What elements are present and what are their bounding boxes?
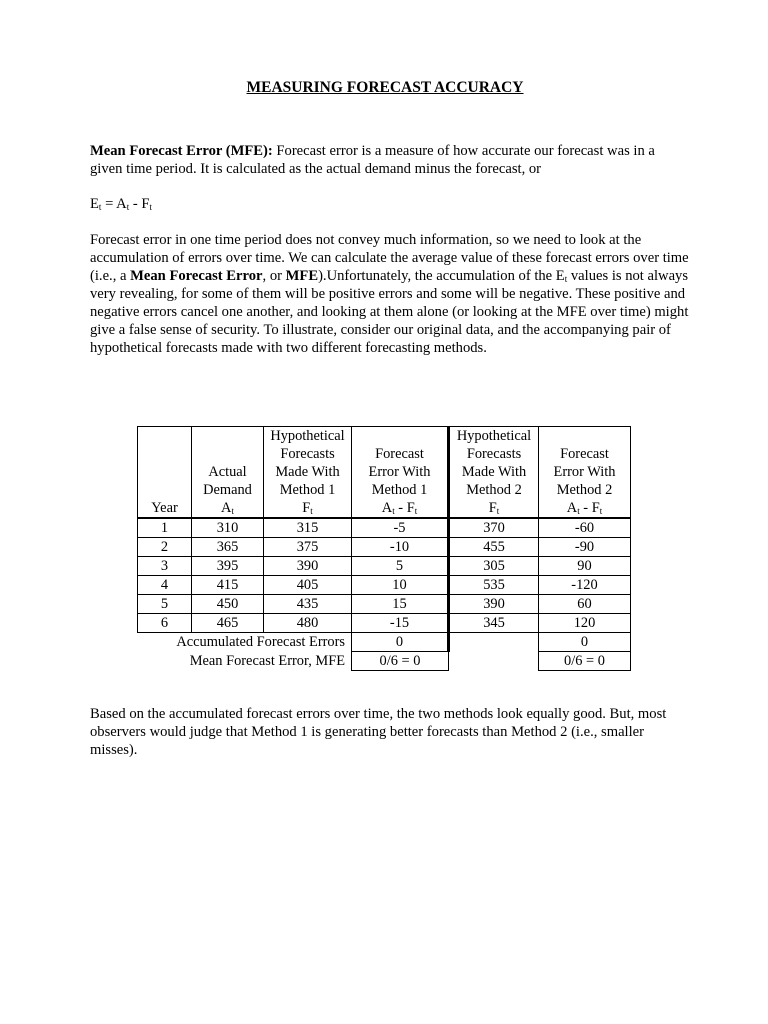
error-formula: $E_t = A_t - F_t$ [90, 196, 153, 212]
header-method2-error: Forecast Error With Method 2 $A_t - F_t$ [539, 427, 631, 519]
header-year: Year [138, 427, 192, 519]
table-header-row [138, 427, 631, 519]
mfe-method1: 0/6 = 0 [352, 652, 449, 671]
conclusion-paragraph: Based on the accumulated forecast errors over time, the two methods look equally good. But, most observers would judge that Method 1 is generating better forecasts than Method 2 (i.e., smaller misses). [90, 706, 667, 758]
table-row: 4 415 405 10 535 -120 [138, 576, 631, 595]
header-method1-error: Forecast Error With Method 1 $A_t - F_t$ [352, 427, 449, 519]
forecast-error-table [137, 426, 631, 671]
document-title: MEASURING FORECAST ACCURACY [246, 79, 524, 96]
mfe-method2: 0/6 = 0 [539, 652, 631, 671]
table-row: 5 450 435 15 390 60 [138, 595, 631, 614]
mfe-definition-paragraph: Mean Forecast Error (MFE): Forecast error is a measure of how accurate our forecast was in a given time period. It is calculated as the actual demand minus the forecast, or [90, 143, 655, 177]
header-method2-forecast: Hypothetical Forecasts Made With Method 2 $F_t$ [449, 427, 539, 519]
mfe-label: Mean Forecast Error, MFE [189, 653, 345, 669]
accumulated-errors-label: Accumulated Forecast Errors [176, 634, 345, 651]
table-row: 3 395 390 5 305 90 [138, 557, 631, 576]
table-row: 1 310 315 -5 370 -60 [138, 518, 631, 538]
accumulated-errors-row [138, 633, 631, 652]
accumulated-errors-method1: 0 [352, 633, 449, 652]
header-method1-forecast: Hypothetical Forecasts Made With Method 1 $F_t$ [264, 427, 352, 519]
header-actual-demand: Actual Demand $A_t$ [192, 427, 264, 519]
accumulation-paragraph: Forecast error in one time period does not convey much information, so we need to look at the accumulation of errors over time. We can calculate the average value of these forecast errors over time (i.e., a Mean Forecast Error, or MFE).Unfortunately, the accumulation of the $E_t$ values is not always very revealing, for some of them will be positive errors and some will be negative. These positive and negative errors cancel one another, and looking at them alone (or looking at the MFE over time) might give a false sense of security. To illustrate, consider our original data, and the accompanying pair of hypothetical forecasts made with two different forecasting methods. [90, 232, 689, 356]
table-row: 2 365 375 -10 455 -90 [138, 538, 631, 557]
accumulated-errors-method2: 0 [539, 633, 631, 652]
mfe-term: Mean Forecast Error (MFE): [90, 143, 273, 159]
table-row: 6 465 480 -15 345 120 [138, 614, 631, 633]
mfe-row [138, 652, 631, 671]
